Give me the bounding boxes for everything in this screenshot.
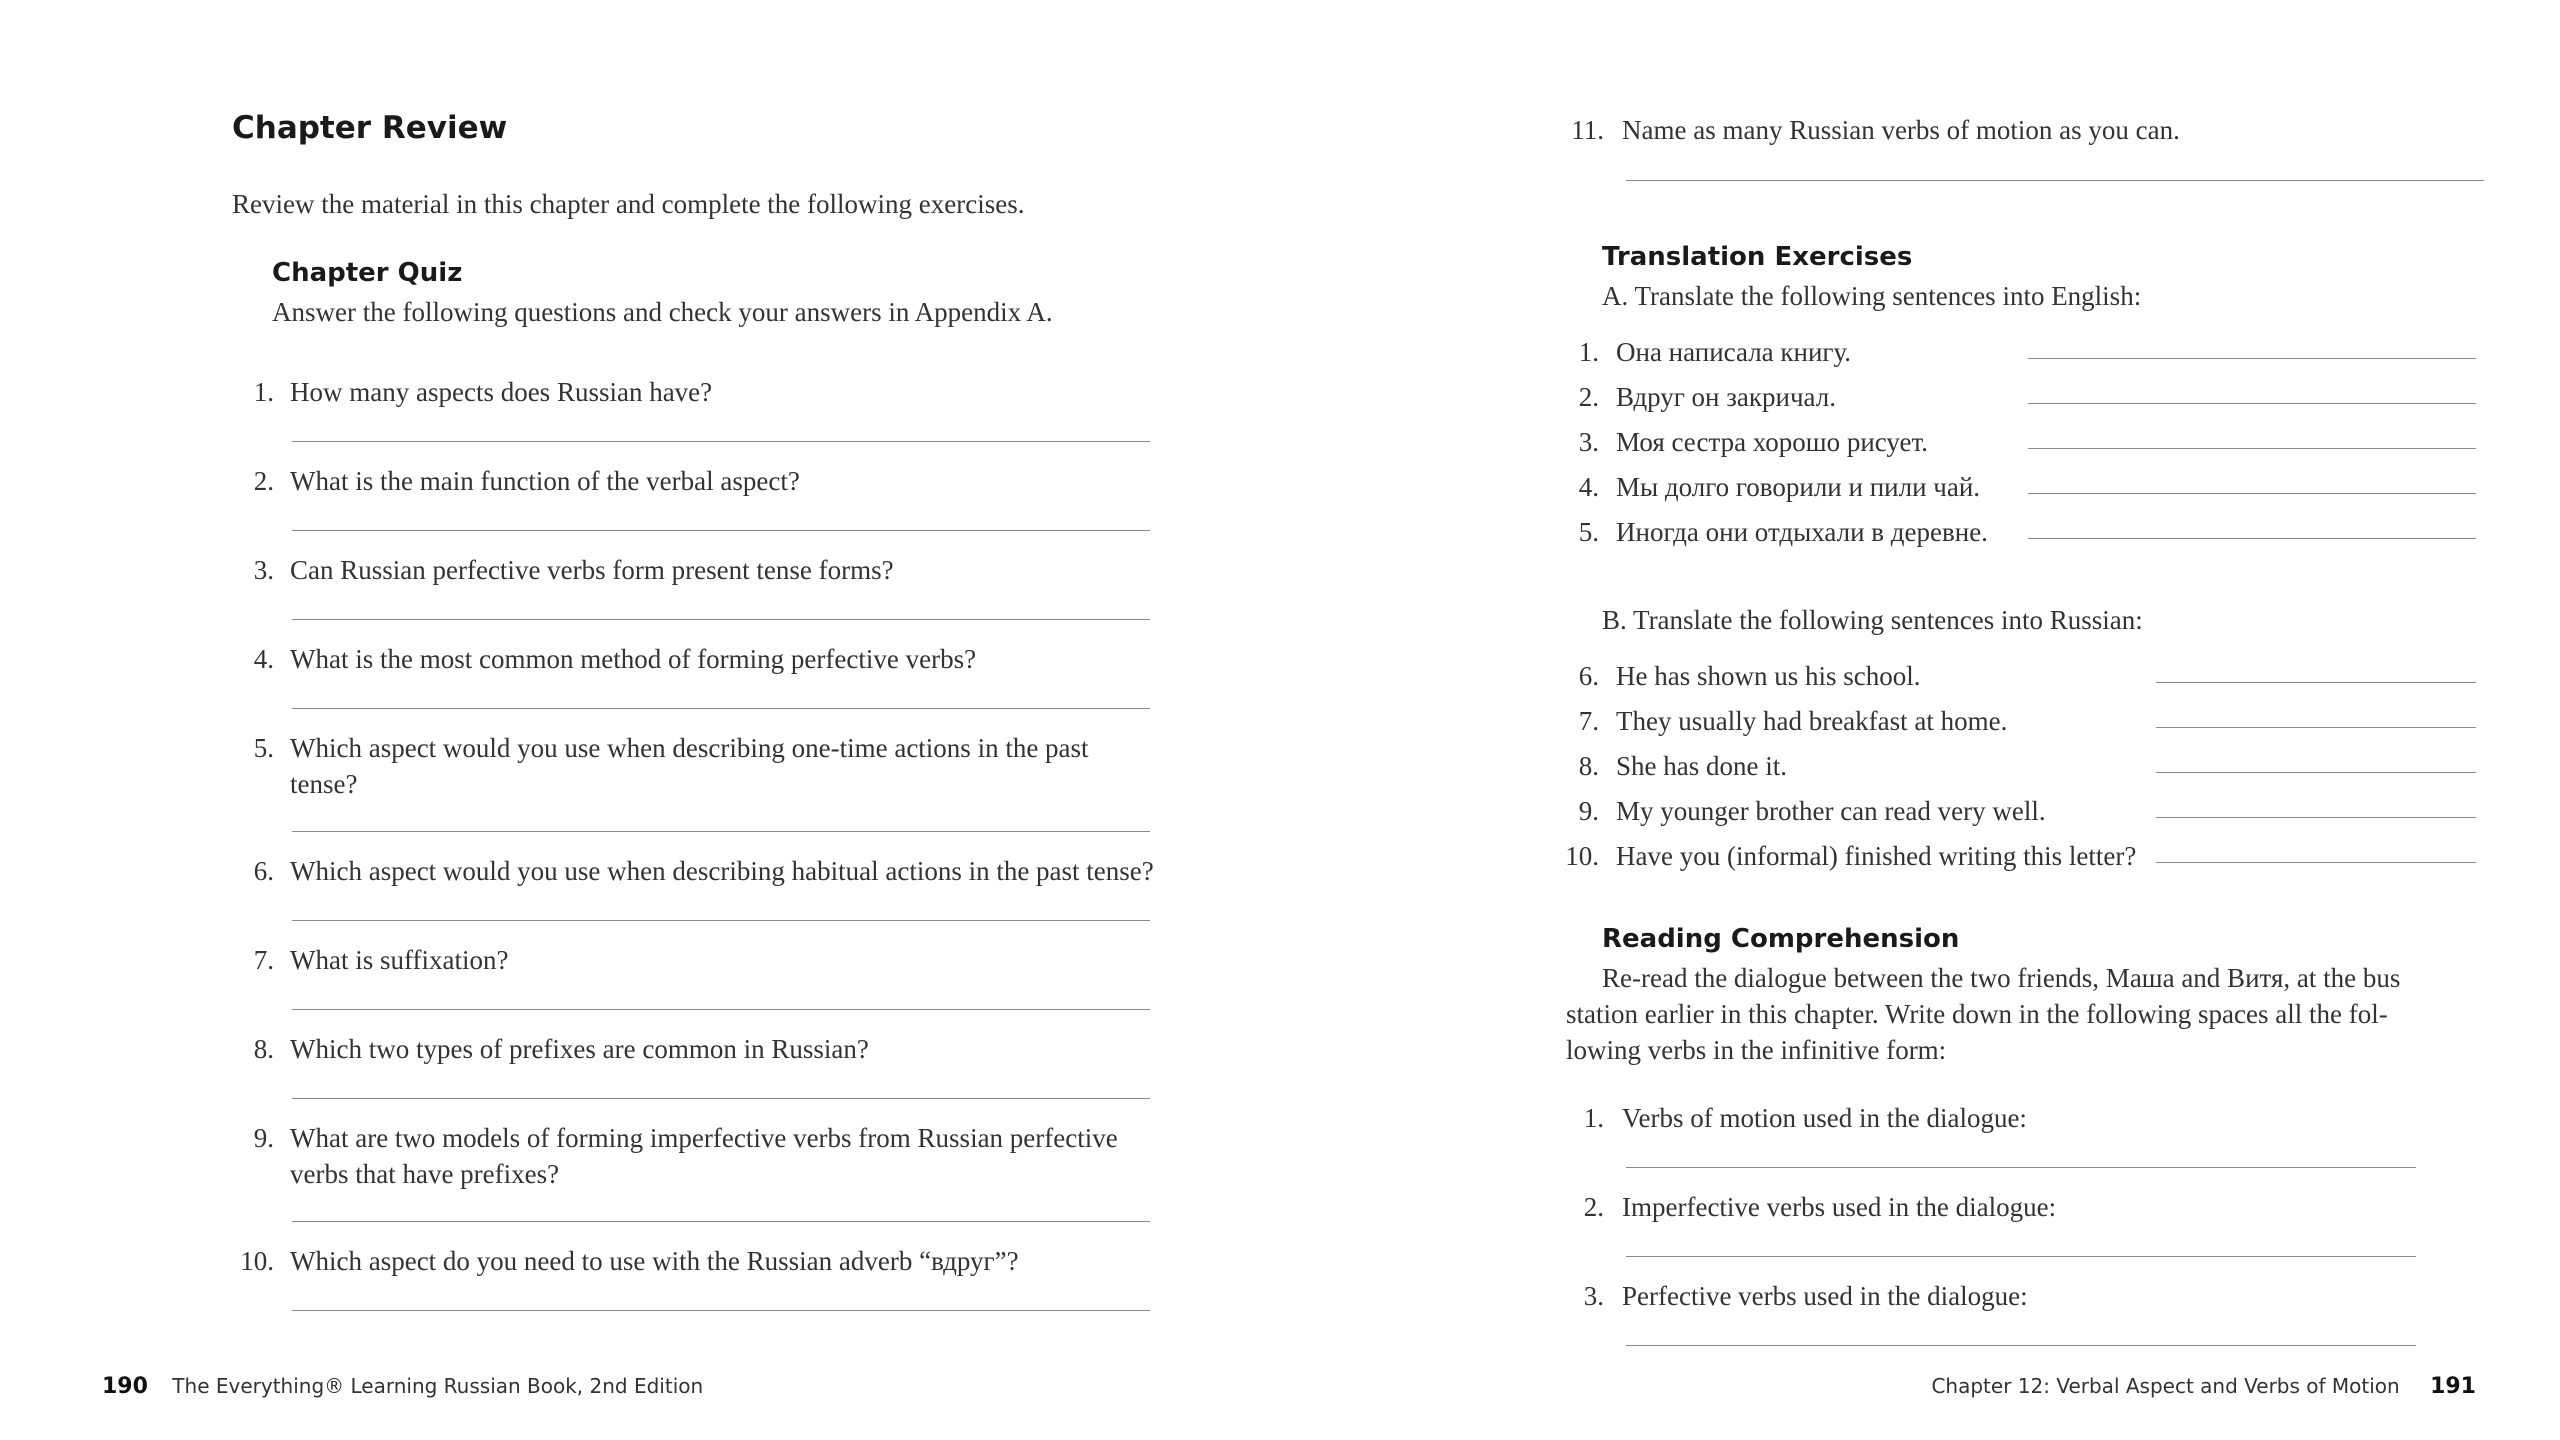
question-text: What are two models of forming imperfective verbs from Russian perfective (290, 1123, 1118, 1153)
question-text: Which aspect would you use when describing one-time actions in the past (290, 733, 1089, 763)
answer-line[interactable] (292, 530, 1150, 531)
answer-line[interactable] (2028, 493, 2476, 494)
review-intro: Review the material in this chapter and complete the following exercises. (232, 189, 1025, 219)
question-text: What is the most common method of forming perfective verbs? (290, 644, 977, 674)
answer-line[interactable] (292, 920, 1150, 921)
russian-sentence: Вдруг он закричал. (1616, 382, 1836, 412)
answer-line[interactable] (2028, 448, 2476, 449)
answer-line[interactable] (2028, 538, 2476, 539)
answer-line[interactable] (1626, 180, 2484, 181)
question-number: 10. (240, 1246, 274, 1276)
reading-paragraph-line: lowing verbs in the infinitive form: (1566, 1035, 1947, 1065)
question-number: 8. (253, 1034, 274, 1064)
part-a-instruction: A. Translate the following sentences into English: (1602, 281, 2142, 311)
question-text: Name as many Russian verbs of motion as you can. (1622, 115, 2180, 145)
answer-line[interactable] (2156, 772, 2476, 773)
chapter-review-heading: Chapter Review (232, 110, 508, 146)
question-number: 2. (253, 466, 274, 496)
question-number: 1. (253, 377, 274, 407)
question-text: What is the main function of the verbal aspect? (290, 466, 800, 496)
sentence-number: 7. (1578, 706, 1599, 736)
question-number: 3. (253, 555, 274, 585)
chapter-quiz-heading: Chapter Quiz (272, 258, 463, 288)
reading-comprehension-heading: Reading Comprehension (1602, 924, 1960, 954)
question-text-continued: verbs that have prefixes? (290, 1159, 560, 1189)
item-number: 3. (1583, 1281, 1604, 1311)
question-number: 7. (253, 945, 274, 975)
page-number: 190 (102, 1374, 148, 1399)
answer-line[interactable] (2156, 682, 2476, 683)
quiz-intro: Answer the following questions and check your answers in Appendix A. (272, 297, 1053, 327)
english-sentence: She has done it. (1616, 751, 1787, 781)
sentence-number: 9. (1578, 796, 1599, 826)
answer-line[interactable] (292, 831, 1150, 832)
russian-sentence: Она написала книгу. (1616, 337, 1852, 367)
answer-line[interactable] (292, 708, 1150, 709)
russian-sentence: Иногда они отдыхали в деревне. (1616, 517, 1988, 547)
answer-line[interactable] (2028, 358, 2476, 359)
sentence-number: 2. (1578, 382, 1599, 412)
answer-line[interactable] (2156, 727, 2476, 728)
reading-paragraph-line: Re-read the dialogue between the two friends, Маша and Витя, at the bus (1602, 963, 2401, 993)
answer-line[interactable] (2156, 862, 2476, 863)
item-text: Perfective verbs used in the dialogue: (1622, 1281, 2028, 1311)
question-text: How many aspects does Russian have? (290, 377, 713, 407)
russian-sentence: Мы долго говорили и пили чай. (1616, 472, 1981, 502)
english-sentence: They usually had breakfast at home. (1616, 706, 2008, 736)
sentence-number: 10. (1565, 841, 1599, 871)
answer-line[interactable] (292, 441, 1150, 442)
answer-line[interactable] (292, 1009, 1150, 1010)
sentence-number: 8. (1578, 751, 1599, 781)
footer-right (1931, 1374, 2476, 1399)
answer-line[interactable] (2156, 817, 2476, 818)
question-text: Which aspect do you need to use with the Russian adverb “вдруг”? (290, 1246, 1019, 1276)
answer-line[interactable] (2028, 403, 2476, 404)
answer-line[interactable] (1626, 1256, 2416, 1257)
answer-line[interactable] (292, 1310, 1150, 1311)
sentence-number: 4. (1578, 472, 1599, 502)
question-number: 9. (253, 1123, 274, 1153)
question-text: Which two types of prefixes are common in Russian? (290, 1034, 869, 1064)
english-sentence: My younger brother can read very well. (1616, 796, 2046, 826)
part-b-instruction: B. Translate the following sentences into Russian: (1602, 605, 2143, 635)
answer-line[interactable] (292, 619, 1150, 620)
english-sentence: Have you (informal) finished writing this letter? (1616, 841, 2137, 871)
answer-line[interactable] (292, 1098, 1150, 1099)
sentence-number: 3. (1578, 427, 1599, 457)
sentence-number: 1. (1578, 337, 1599, 367)
item-number: 1. (1583, 1103, 1604, 1133)
item-text: Imperfective verbs used in the dialogue: (1622, 1192, 2057, 1222)
book-title: The Everything® Learning Russian Book, 2nd Edition (172, 1374, 704, 1398)
translation-exercises-heading: Translation Exercises (1602, 242, 1913, 272)
answer-line[interactable] (1626, 1167, 2416, 1168)
question-text: Which aspect would you use when describing habitual actions in the past tense? (290, 856, 1154, 886)
footer-left (102, 1374, 703, 1399)
sentence-number: 5. (1578, 517, 1599, 547)
question-text: What is suffixation? (290, 945, 509, 975)
answer-line[interactable] (292, 1221, 1150, 1222)
russian-sentence: Моя сестра хорошо рисует. (1616, 427, 1929, 457)
question-text: Can Russian perfective verbs form present tense forms? (290, 555, 894, 585)
item-number: 2. (1583, 1192, 1604, 1222)
question-number: 4. (253, 644, 274, 674)
question-number: 5. (253, 733, 274, 763)
sentence-number: 6. (1578, 661, 1599, 691)
reading-paragraph-line: station earlier in this chapter. Write down in the following spaces all the fol- (1566, 999, 2388, 1029)
english-sentence: He has shown us his school. (1616, 661, 1921, 691)
answer-line[interactable] (1626, 1345, 2416, 1346)
question-number: 6. (253, 856, 274, 886)
page-number: 191 (2430, 1374, 2476, 1399)
item-text: Verbs of motion used in the dialogue: (1622, 1103, 2027, 1133)
chapter-title: Chapter 12: Verbal Aspect and Verbs of Motion (1931, 1374, 2400, 1398)
question-number: 11. (1571, 115, 1604, 145)
question-text-continued: tense? (290, 769, 358, 799)
